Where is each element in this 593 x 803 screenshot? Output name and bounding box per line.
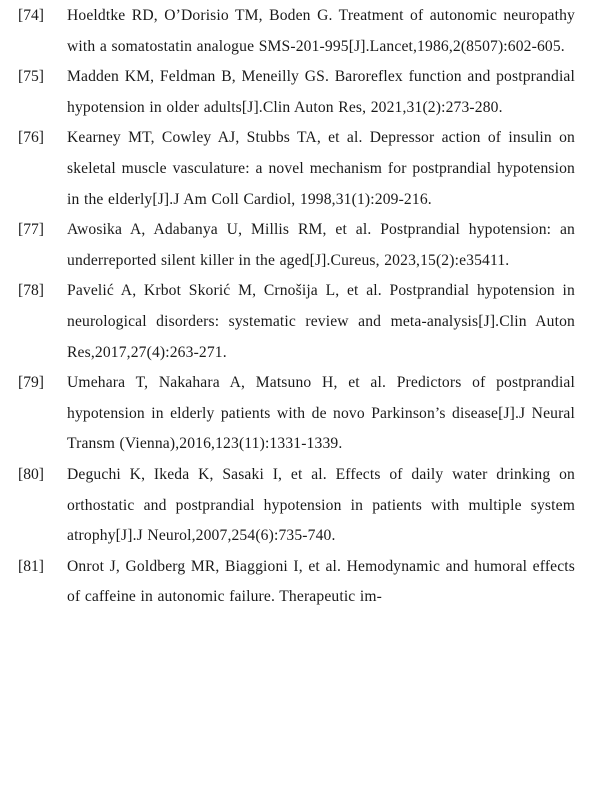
reference-text: Pavelić A, Krbot Skorić M, Crnošija L, et al. Postprandial hypotension in neurological disorders: systematic review and meta-analysis[J].Clin Auton Res,2017,27(4):263-271. (67, 282, 575, 361)
reference-text: Umehara T, Nakahara A, Matsuno H, et al. Predictors of postprandial hypotension in elderly patients with de novo Parkinson’s disease[J].J Neural Transm (Vienna),2016,123(11):1331-1339. (67, 374, 575, 453)
reference-item (0, 1, 593, 62)
reference-number: [80] (18, 465, 44, 483)
reference-item (0, 552, 593, 613)
reference-number: [74] (18, 7, 44, 24)
reference-item (0, 123, 593, 215)
reference-number: [76] (18, 129, 44, 147)
reference-text: Hoeldtke RD, O’Dorisio TM, Boden G. Treatment of autonomic neuropathy with a somatostatin analogue SMS-201-995[J].Lancet,1986,2(8507):602-605. (67, 7, 575, 55)
reference-number: [77] (18, 221, 44, 239)
reference-item (0, 368, 593, 460)
reference-number: [81] (18, 557, 44, 575)
reference-item (0, 460, 593, 552)
reference-text: Kearney MT, Cowley AJ, Stubbs TA, et al. Depressor action of insulin on skeletal muscle vasculature: a novel mechanism for postprandial hypotension in the elderly[J].J Am Coll Cardiol, 1998,31(1):209-216. (67, 129, 575, 208)
reference-text: Awosika A, Adabanya U, Millis RM, et al. Postprandial hypotension: an underreported silent killer in the aged[J].Cureus, 2023,15(2):e35411. (67, 221, 575, 269)
reference-number: [78] (18, 282, 44, 300)
reference-item (0, 215, 593, 276)
reference-list (0, 1, 593, 613)
reference-item (0, 276, 593, 368)
reference-item (0, 62, 593, 123)
reference-text: Onrot J, Goldberg MR, Biaggioni I, et al. Hemodynamic and humoral effects of caffeine in autonomic failure. Therapeutic im- (67, 557, 575, 606)
reference-number: [79] (18, 374, 44, 392)
reference-text: Madden KM, Feldman B, Meneilly GS. Baroreflex function and postprandial hypotension in older adults[J].Clin Auton Res, 2021,31(2):273-280. (67, 68, 575, 116)
reference-number: [75] (18, 68, 44, 86)
reference-text: Deguchi K, Ikeda K, Sasaki I, et al. Effects of daily water drinking on orthostatic and postprandial hypotension in patients with multiple system atrophy[J].J Neurol,2007,254(6):735-740. (67, 465, 575, 545)
